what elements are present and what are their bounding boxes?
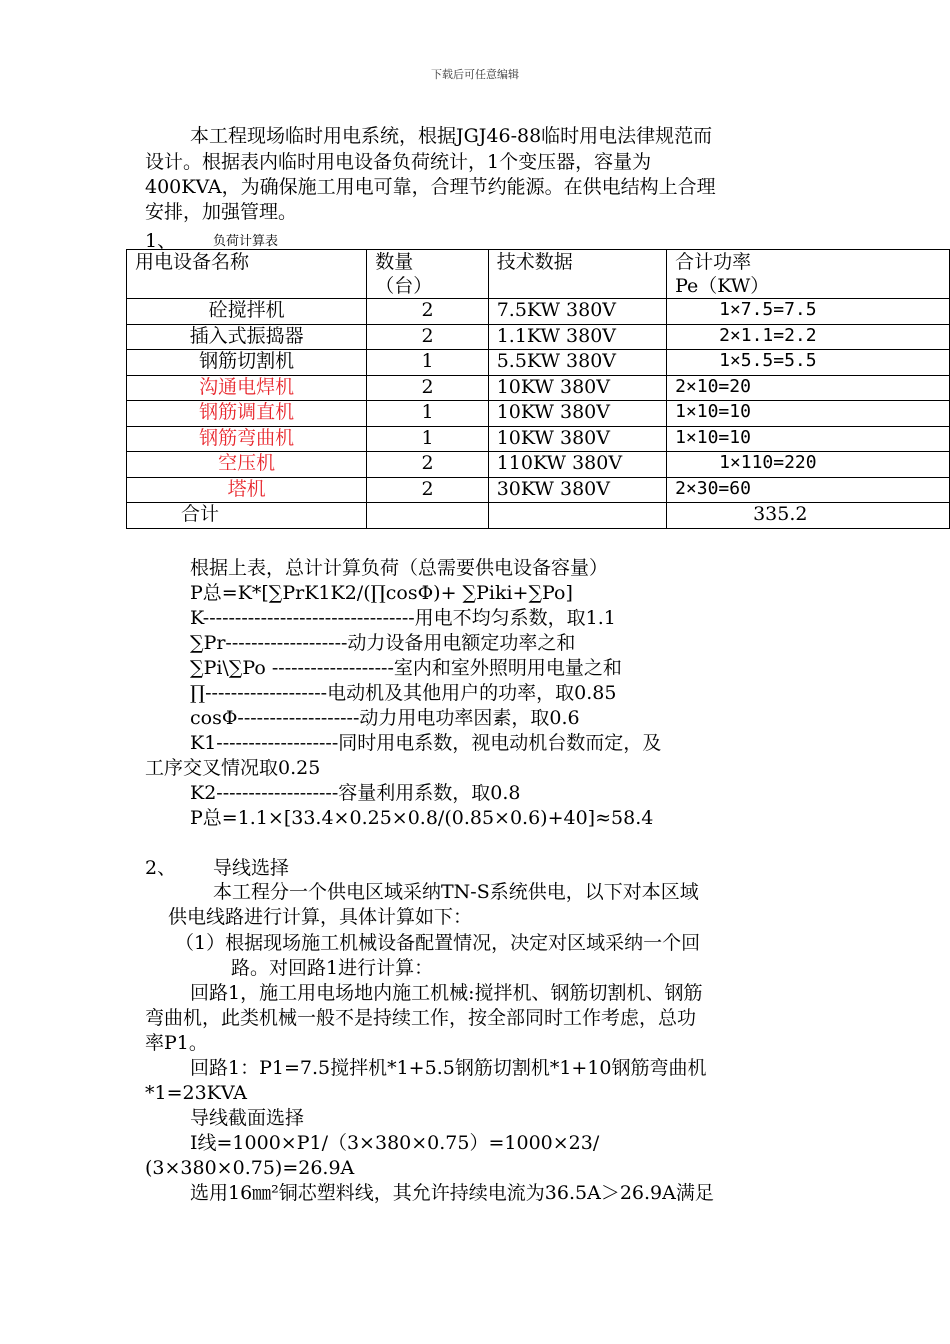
intro-line-3: 400KVA，为确保施工用电可靠，合理节约能源。在供电结构上合理 (145, 176, 716, 198)
equipment-qty: 1 (367, 426, 488, 452)
equipment-qty: 2 (367, 299, 488, 325)
calc-k1-definition-cont: 工序交叉情况取0.25 (145, 757, 321, 779)
calc-cos-definition: cosΦ-------------------动力用电功率因素，取0.6 (190, 707, 580, 729)
table-total-row (127, 503, 950, 529)
equipment-qty: 2 (367, 477, 488, 503)
table-caption-title: 负荷计算表 (213, 234, 279, 249)
equipment-power: 2×10=20 (667, 375, 950, 401)
section2-para1-line2: 供电线路进行计算，具体计算如下： (168, 906, 473, 928)
intro-line-4: 安排，加强管理。 (145, 201, 298, 223)
section2-para3-line2: *1=23KVA (145, 1082, 248, 1104)
section2-para2-line1: 回路1，施工用电场地内施工机械:搅拌机、钢筋切割机、钢筋 (190, 982, 703, 1004)
equipment-spec: 10KW 380V (488, 401, 666, 427)
header-quantity-unit: （台） (375, 275, 433, 297)
section2-para5-line1: Ⅰ线=1000×P1/（3×380×0.75）=1000×23/ (190, 1132, 600, 1154)
equipment-spec: 7.5KW 380V (488, 299, 666, 325)
equipment-qty: 1 (367, 401, 488, 427)
equipment-power: 1×10=10 (667, 401, 950, 427)
equipment-power: 1×5.5=5.5 (667, 350, 950, 376)
calc-result: P总=1.1×[33.4×0.25×0.8/(0.85×0.6)+40]≈58.4 (190, 807, 654, 829)
calc-intro: 根据上表，总计计算负荷（总需要供电设备容量） (190, 557, 609, 579)
header-equipment-name: 用电设备名称 (127, 250, 367, 299)
section2-para6: 选用16㎜²铜芯塑料线，其允许持续电流为36.5A＞26.9A满足 (190, 1182, 714, 1204)
calc-pr-definition: ∑Pr-------------------动力设备用电额定功率之和 (190, 632, 576, 654)
header-total-power (667, 250, 950, 299)
equipment-name: 沟通电焊机 (127, 375, 367, 401)
equipment-power: 2×30=60 (667, 477, 950, 503)
calc-formula: P总=K*[∑PrK1K2/(∏cosΦ)+ ∑Piki+∑Po] (190, 582, 573, 604)
section2-para5-line2: (3×380×0.75)=26.9A (145, 1157, 355, 1179)
calc-pipo-definition: ∑Pi\∑Po -------------------室内和室外照明用电量之和 (190, 657, 622, 679)
equipment-name: 钢筋调直机 (127, 401, 367, 427)
header-total-power-label: 合计功率 (675, 251, 752, 273)
equipment-qty: 1 (367, 350, 488, 376)
table-row (127, 477, 950, 503)
table-header-row (127, 250, 950, 299)
equipment-spec: 110KW 380V (488, 452, 666, 478)
equipment-name: 砼搅拌机 (127, 299, 367, 325)
table-row (127, 426, 950, 452)
equipment-name: 塔机 (127, 477, 367, 503)
equipment-name: 钢筋弯曲机 (127, 426, 367, 452)
total-qty-empty (367, 503, 488, 529)
equipment-power: 1×7.5=7.5 (667, 299, 950, 325)
equipment-power: 1×110=220 (667, 452, 950, 478)
calc-k1-definition: K1-------------------同时用电系数，视电动机台数而定，及 (190, 732, 662, 754)
section2-para4: 导线截面选择 (190, 1107, 305, 1129)
header-total-power-unit: Pe（KW） (675, 275, 770, 297)
equipment-spec: 5.5KW 380V (488, 350, 666, 376)
calc-pi-definition: ∏-------------------电动机及其他用户的功率，取0.85 (190, 682, 617, 704)
calc-k-definition: K---------------------------------用电不均匀系数，取1.1 (190, 607, 616, 629)
section2-para2-line3: 率P1。 (145, 1032, 208, 1054)
section2-para1-line1: 本工程分一个供电区域采纳TN-S系统供电，以下对本区域 (213, 881, 699, 903)
equipment-spec: 30KW 380V (488, 477, 666, 503)
intro-line-2: 设计。根据表内临时用电设备负荷统计，1个变压器，容量为 (145, 151, 652, 173)
header-quantity-label: 数量 (375, 251, 414, 273)
header-quantity (367, 250, 488, 299)
section2-item1-line1: （1）根据现场施工机械设备配置情况，决定对区域采纳一个回 (175, 932, 701, 954)
equipment-qty: 2 (367, 452, 488, 478)
table-row (127, 401, 950, 427)
equipment-spec: 1.1KW 380V (488, 324, 666, 350)
total-label: 合计 (127, 503, 367, 529)
equipment-qty: 2 (367, 375, 488, 401)
intro-line-1: 本工程现场临时用电系统，根据JGJ46-88临时用电法律规范而 (190, 125, 713, 147)
table-row (127, 375, 950, 401)
table-caption-number: 1、 (145, 230, 177, 252)
load-calculation-table (126, 249, 950, 529)
equipment-name: 钢筋切割机 (127, 350, 367, 376)
section2-para3-line1: 回路1：P1=7.5搅拌机*1+5.5钢筋切割机*1+10钢筋弯曲机 (190, 1057, 707, 1079)
equipment-name: 空压机 (127, 452, 367, 478)
page-header: 下载后可任意编辑 (431, 68, 519, 81)
equipment-qty: 2 (367, 324, 488, 350)
header-technical-data: 技术数据 (488, 250, 666, 299)
equipment-spec: 10KW 380V (488, 426, 666, 452)
section2-para2-line2: 弯曲机，此类机械一般不是持续工作，按全部同时工作考虑，总功 (145, 1007, 697, 1029)
section2-item1-line2: 路。对回路1进行计算： (231, 957, 434, 979)
equipment-power: 2×1.1=2.2 (667, 324, 950, 350)
calc-k2-definition: K2-------------------容量利用系数，取0.8 (190, 782, 521, 804)
equipment-name: 插入式振捣器 (127, 324, 367, 350)
section2-number: 2、 (145, 857, 177, 879)
table-row (127, 324, 950, 350)
equipment-spec: 10KW 380V (488, 375, 666, 401)
section2-title: 导线选择 (213, 857, 290, 879)
table-row (127, 452, 950, 478)
equipment-power: 1×10=10 (667, 426, 950, 452)
total-spec-empty (488, 503, 666, 529)
table-row (127, 350, 950, 376)
table-row (127, 299, 950, 325)
total-value: 335.2 (667, 503, 950, 529)
